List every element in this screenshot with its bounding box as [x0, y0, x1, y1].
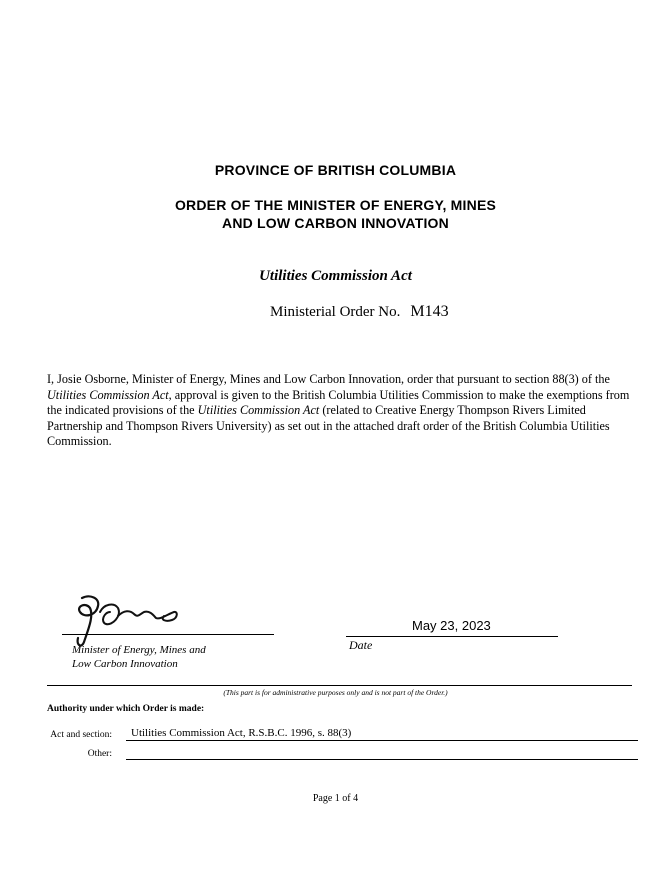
date-line — [346, 636, 558, 637]
signature-caption-line1: Minister of Energy, Mines and — [72, 644, 206, 656]
order-number-label: Ministerial Order No. — [270, 304, 401, 320]
act-section-line — [126, 740, 638, 741]
authority-heading: Authority under which Order is made: — [47, 704, 205, 714]
order-heading-line1: ORDER OF THE MINISTER OF ENERGY, MINES — [174, 197, 497, 213]
page-number: Page 1 of 4 — [312, 793, 359, 804]
signature-caption — [72, 643, 206, 671]
signature-caption-line2: Low Carbon Innovation — [72, 658, 178, 670]
body-act-reference-2: Utilities Commission Act — [197, 403, 320, 418]
act-section-label: Act and section: — [50, 730, 112, 740]
ministerial-order-number — [270, 303, 449, 321]
admin-separator — [47, 685, 632, 686]
order-heading-line2: AND LOW CARBON INNOVATION — [222, 215, 449, 231]
signature-line — [62, 634, 274, 635]
province-heading: PROVINCE OF BRITISH COLUMBIA — [214, 162, 457, 178]
body-act-reference-1: Utilities Commission Act — [47, 387, 169, 402]
order-number-value: M143 — [410, 303, 449, 320]
admin-note: (This part is for administrative purposes only and is not part of the Order.) — [223, 688, 448, 697]
other-label: Other: — [87, 749, 112, 759]
minister-signature — [60, 590, 190, 650]
date-value: May 23, 2023 — [412, 618, 491, 633]
date-label: Date — [349, 638, 373, 652]
act-title: Utilities Commission Act — [259, 268, 412, 284]
body-text-part3: (related to Creative Energy Thompson Rivers Limited Partnership and Thompson Rivers University) as set out in the attached draft order of the British Columbia Utilities Commission. — [47, 403, 610, 449]
body-text-part1: I, Josie Osborne, Minister of Energy, Mines and Low Carbon Innovation, order that pursuant to section 88(3) of the — [47, 372, 610, 386]
body-text-part2: , approval is given to the British Columbia Utilities Commission to make the exemptions from the indicated provisions of the — [47, 387, 630, 418]
order-body-paragraph — [47, 372, 632, 450]
other-line — [126, 759, 638, 760]
act-section-value: Utilities Commission Act, R.S.B.C. 1996, s. 88(3) — [131, 727, 352, 739]
